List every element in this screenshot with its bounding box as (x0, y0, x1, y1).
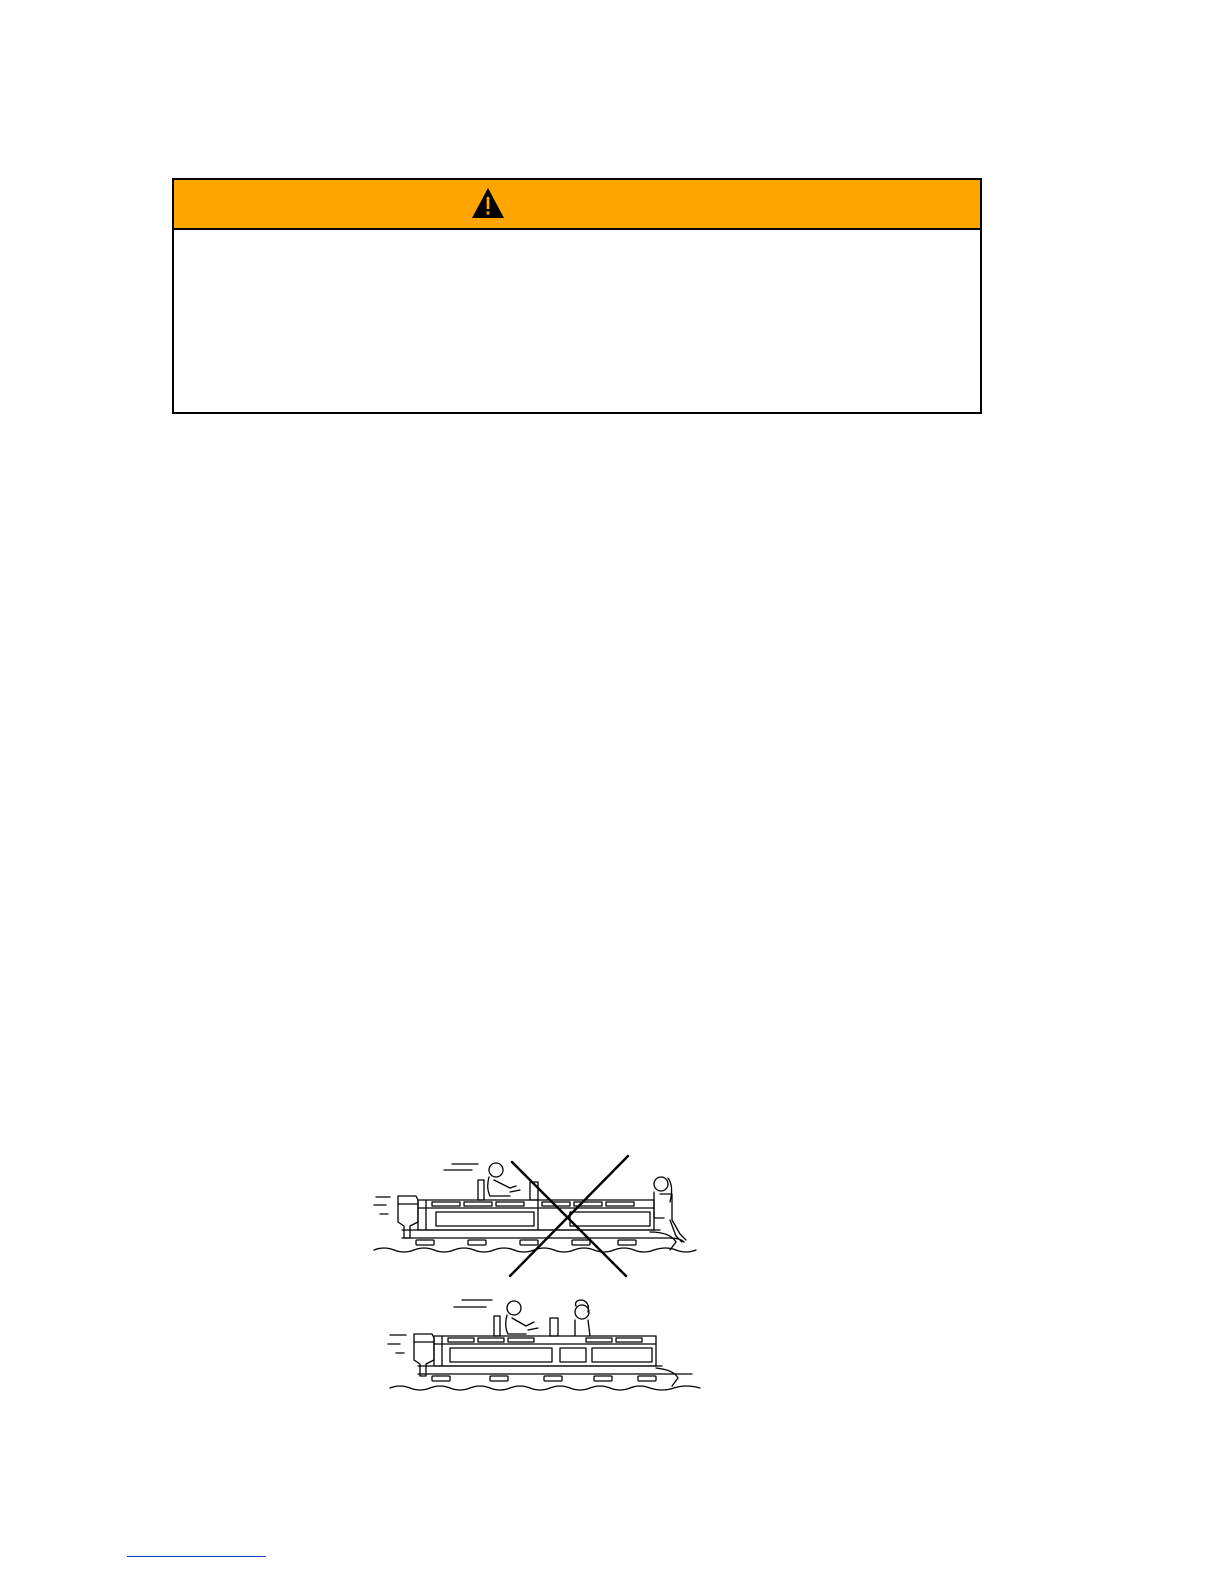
pontoon-boat-illustration (370, 1150, 710, 1400)
boat-correct-position (388, 1300, 700, 1390)
warning-body (174, 230, 980, 412)
boat-incorrect-position (374, 1156, 696, 1276)
footer-rule (127, 1556, 266, 1557)
warning-triangle-icon (471, 187, 505, 219)
warning-box (172, 178, 982, 414)
warning-header (174, 180, 980, 230)
